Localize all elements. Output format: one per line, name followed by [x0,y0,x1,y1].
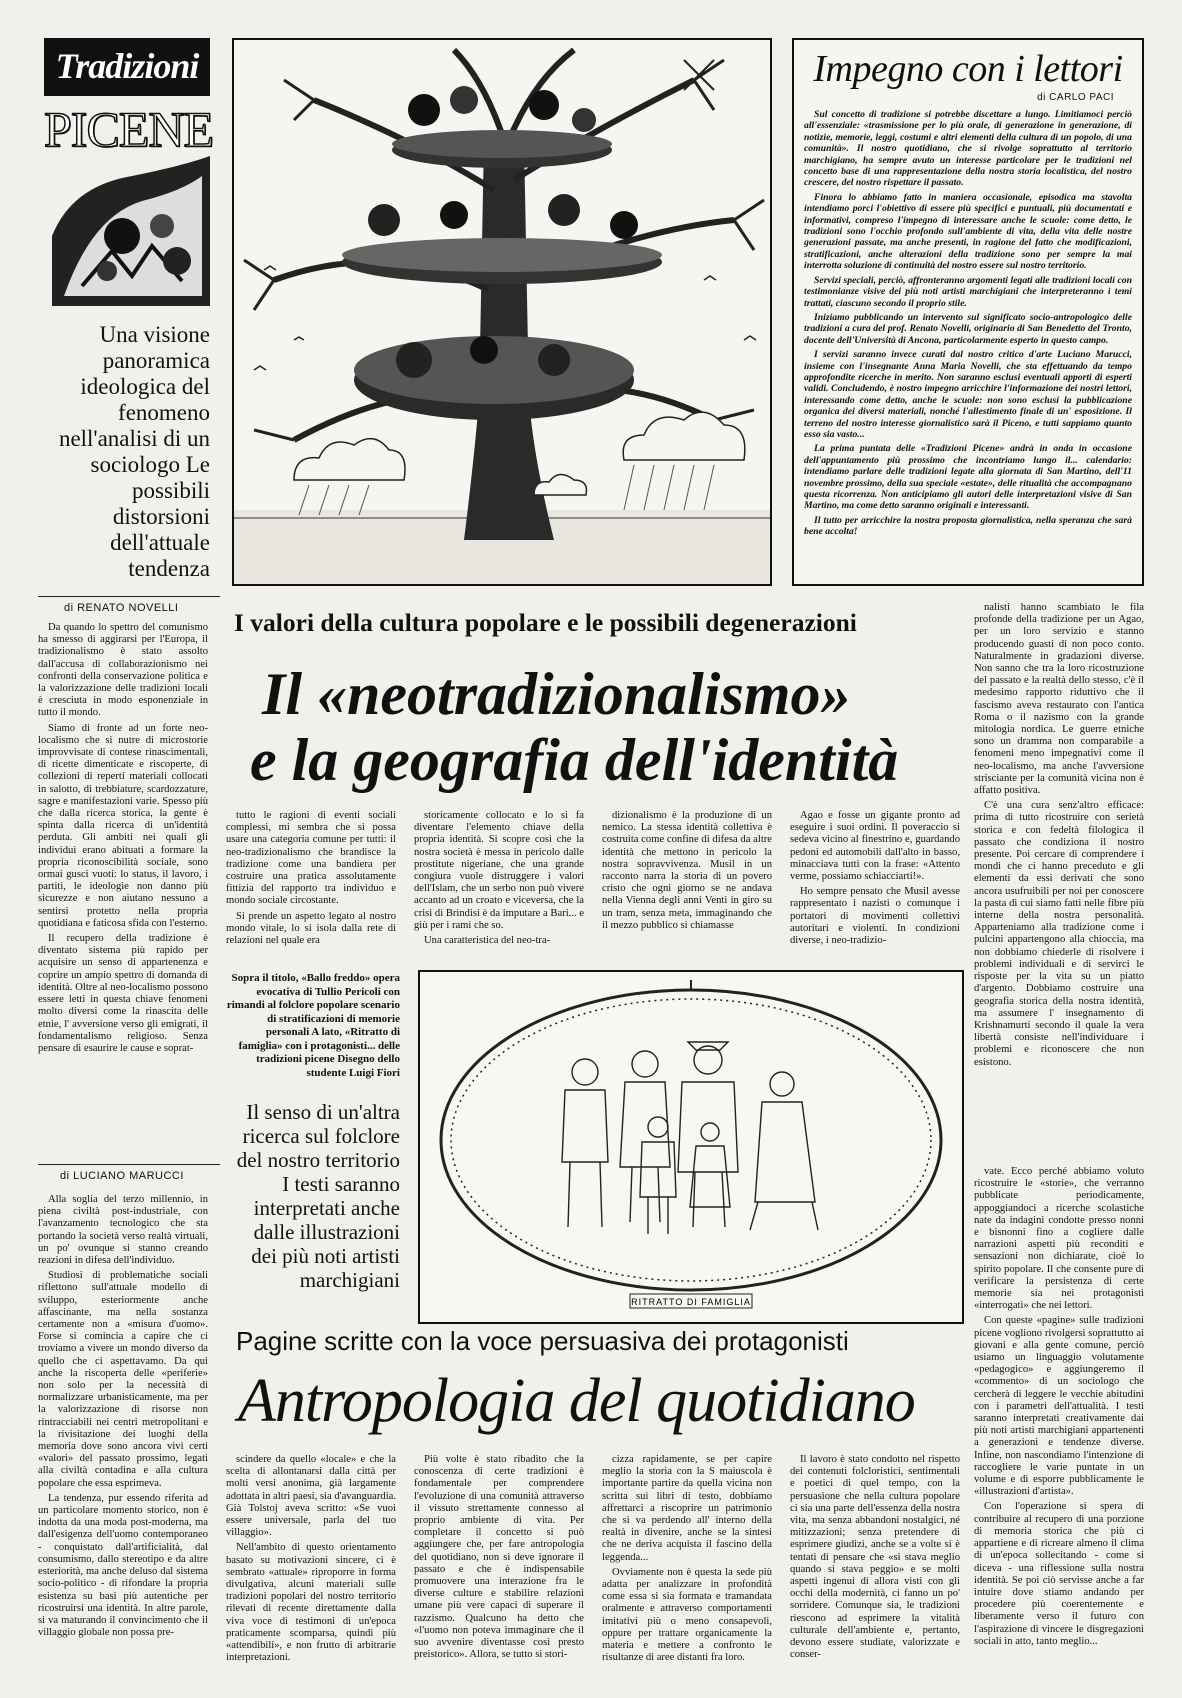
article1-col5: Agao e fosse un gigante pronto ad eseguire i suoi ordini. Il poveraccio si sedeva vicino al finestrino e, guardando pedoni ed automobili dall'alto in basso, minacciava tutti con la frase: «Attento verme, possiamo schiacciarti!». Ho sempre pensato che Musil avesse rappresentato i nazisti o comunque i portatori di movimenti collettivi autoritari e violenti. In condizioni diverse, i neo-tradizio- [790,810,960,947]
article1-col3: storicamente collocato e lo si fa diventare l'elemento chiave della propria identità. Si scopre così che la nostra società è messa in pericolo dalle prostitute nigeriane, che una grande congiura vuole distruggere i valori dell'Islam, che un serbo non può vivere accanto ad un croato e viceversa, che la crisi di Brindisi è da imputare a Bari... e giù per i rami che so. Una caratteristica del neo-tra- [414,810,584,947]
article1-byline: di RENATO NOVELLI [64,602,179,614]
photo-caption: Sopra il titolo, «Ballo freddo» opera evocativa di Tullio Pericoli con rimandi al folclore popolare scenario di stratificazioni di memorie personali A lato, «Ritratto di famiglia» con i protagonisti... delle tradizioni picene Disegno dello studente Luigi Fiori [226,972,400,1079]
family-portrait-drawing [418,970,964,1324]
article1-kicker: I valori della cultura popolare e le possibili degenerazioni [234,608,857,637]
drawing-label: RITRATTO DI FAMIGLIA [631,1297,751,1307]
article2-byline: di LUCIANO MARUCCI [60,1170,184,1182]
deck: Una visione panoramica ideologica del fenomeno nell'analisi di un sociologo Le possibili distorsioni dell'attuale tendenza [58,322,210,581]
article2-kicker: Pagine scritte con la voce persuasiva dei protagonisti [236,1326,849,1356]
article2-headline: Antropologia del quotidiano [238,1367,915,1435]
masthead-illustration [52,156,210,306]
editorial-title: Impegno con i lettori [813,48,1123,90]
editorial-byline: di CARLO PACI [1037,92,1114,103]
article2-col3: Più volte è stato ribadito che la conoscenza di certe tradizioni è fondamentale per comprendere l'evoluzione di una comunità attraverso il vissuto strettamente connesso al proprio ambiente di vita. Per completare il concetto si può aggiungere che, per fare antropologia del quotidiano, non si deve ignorare il passato e che è indispensabile promuovere una interazione fra le diverse culture e stabilire relazioni umane più vere capaci di superare il razzismo. Qualcuno ha detto che «l'uomo non poteva immaginare che il suo avvenire diventasse così presto preistorico». Allora, se tutto si stori- [414,1454,584,1661]
article2-col2: scindere da quello «locale» e che la scelta di allontanarsi dalla città per molti versi anonima, già largamente adottata in altri paesi, sia d'avanguardia. Già Tolstoj aveva scritto: «Se vuoi essere universale, parla del tuo villaggio». Nell'ambito di questo orientamento basato su motivazioni sincere, ci è sembrato «attuale» riproporre in forma divulgativa, alcuni materiali sulle tradizioni popolari del nostro territorio rilevati di recente direttamente dalla viva voce di testimoni di un'epoca praticamente scomparsa, quindi più «attendibili», e non frutto di arbitrarie interpretazioni. [226,1454,396,1664]
masthead [44,38,213,306]
editorial-box [792,38,1144,586]
article1-col2: tutto le ragioni di eventi sociali complessi, mi sembra che si possa usare una categoria comune per tutti: il neo-tradizionalismo che brandisce la tradizione come una bandiera per costruire una pratica assolutamente fittizia del rapporto tra individuo e mondo sociale circostante. Si prende un aspetto legato al nostro mondo vitale, lo si isola dalla rete di relazioni nel quale era [226,810,396,947]
article2-col5: Il lavoro è stato condotto nel rispetto dei contenuti folcloristici, sentimentali e poetici di quel tempo, con la persuasione che nella cultura popolare ci sia una parte dell'essenza della nostra vita, ma senza abbandoni nostalgici, né mitizzazioni; senza pretendere di esprimere giudizi, anche se a volte si è tentati di pensare che «si stava meglio quando si stava peggio» e se molti aspetti ingenui di allora visti con gli occhi della modernità, ci fanno un po' sorridere. Comunque sia, le tradizioni riescono ad esprimere la vitalità culturale dell'ambiente e, pertanto, devono essere studiate, valorizzate e conser- [790,1454,960,1661]
article1-headline-line1: Il «neotradizionalismo» [262,661,851,727]
article2-col6: vate. Ecco perché abbiamo voluto ricostruire le «storie», che verranno pubblicate periodicamente, appoggiandoci a ricerche scolastiche nate da indagini condotte presso nonni e bisnonni fino a cogliere dalle narrazioni aspetti più reconditi e sensazioni non dichiarate, cioè lo spirito popolare. Il che consente pure di verificare la persistenza di certe memorie sia nei protagonisti «interrogati» che nei lettori. Con queste «pagine» sulle tradizioni picene vogliono rivolgersi soprattutto ai giovani e alla gente comune, perciò usiamo un linguaggio volutamente «pedagogico» e aggiungeremo il «commento» di un sociologo che cercherà di leggere le vecchie abitudini con i parametri dell'attualità. I testi saranno interpretati creativamente dai più noti artisti marchigiani appartenenti a generazioni e tendenze diverse. Infine, non nascondiamo l'intenzione di raccogliere le varie puntate in un volume e di esporre pubblicamente le «illustrazioni d'artista». Con l'operazione si spera di contribuire al recupero di una porzione di memoria storica che più ci appartiene e di ricreare almeno il clima di un'epoca sollecitando - come si diceva - una riflessione sulla nostra identità. Se poi ciò servisse anche a far intuire dove stiamo andando per procedere più coerentemente e liberamente verso il futuro con l'aspirazione di vincere le disgregazioni sociali in atto, tanto meglio... [974,1166,1144,1647]
deck2: Il senso di un'altra ricerca sul folclore del nostro territorio I testi saranno interpretati anche dalle illustrazioni dei più noti artisti marchigiani [236,1100,400,1292]
article1-col1: Da quando lo spettro del comunismo ha smesso di aggirarsi per l'Europa, il tradizionalismo è stato assolto dall'accusa di collaborazionismo nei confronti della conservazione politica e la valorizzazione delle tradizioni locali è cresciuta in modo esponenziale in tutto il mondo. Siamo di fronte ad un forte neo-localismo che si nutre di microstorie improvvisate di contese rinascimentali, di ricette dimenticate e riscoperte, di collezioni di reperti materiali collocati in salotto, di trebbiature, scardozzature, sagre e manifestazioni varie. Spesso più che dalla ricerca storica, la gente è spinta dalla ricerca di un'identità perduta. Gli ambiti nei quali gli individui erano abituati a formare la propria riconoscibilità sociale, sono ormai gusci vuoti: lo status, il lavoro, i partiti, le ideologie non danno più sicurezze e non aiutano nessuno a sentirsi protetto nella propria quotidiana e faticosa sfida con l'esterno. Il recupero della tradizione è diventato sistema più rapido per acquisire un senso di appartenenza e coprire un ampio spettro di domanda di identità. Oltre al neo-localismo possono essere letti in questa chiave fenomeni molto diversi come la rinascita delle etnie, l' avversione verso gli emigrati, il fondamentalismo religioso. Senza pensare di esaurire le cause e soprat- [38,622,208,1054]
masthead-top: Tradizioni [44,38,210,96]
ballo-freddo-illustration [232,38,772,586]
article1-headline-line2: e la geografia dell'identità [250,727,899,793]
article2-col1: Alla soglia del terzo millennio, in piena civiltà post-industriale, con l'avanzamento tecnologico che sta portando la società verso realtà virtuali, un po' ovunque si stanno creando reazioni in difesa dell'individuo. Studiosi di problematiche sociali riflettono sull'attuale modello di sviluppo, esteriormente anche affascinante, ma nella sostanza certamente non a «misura d'uomo». Forse si comincia a capire che ci troviamo a vivere un mondo diverso da quello che ci aspettavamo. Da qui anche la riscoperta delle «periferie» non solo per la necessità di normalizzare urbanisticamente, ma per la valorizzazione di risorse non rintracciabili nei centri metropolitani e la rivisitazione dei luoghi della memoria dove sono ancora vivi certi «valori» del passato prossimo, legati alla civiltà contadina e alla cultura popolare che essa esprimeva. La tendenza, pur essendo riferita ad un particolare momento storico, non è indotta da una moda post-moderna, ma dall'esigenza dell'uomo contemporaneo - conquistato dall'artificialità, dal consumismo, dallo stereotipo e da altre esteriorità, ma anche deluso dal sistema socio-politico - di rifondare la propria esistenza su basi più autentiche per ricostruirsi una identità. In altre parole, si va maturando il convincimento che il villaggio globale non possa pre- [38,1194,208,1639]
editorial-text: Sul concetto di tradizione si potrebbe discettare a lungo. Limitiamoci perciò all'essenziale: «trasmissione per lo più orale, di generazione in generazione, di notizie, memorie, leggi, costumi e altri elementi della cultura di un popolo, di una comunità». Il nostro quotidiano, che si rivolge soprattutto al territorio marchigiano, ha sempre avuto un interesse particolare per le tradizioni nel concetto base di una rappresentazione della nostra storia localistica, del nostro crescere, del nostro rispettare il passato. Finora lo abbiamo fatto in maniera occasionale, episodica ma stavolta intendiamo porci l'obiettivo di essere più specifici e puntuali, più documentati e informativi, compreso l'impegno di interessare anche le scuole: come detto, le tradizioni sono l'occhio profondo sull'ambiente di vita, della vita delle nostre generazioni passate, ma anche presenti, in ragione del fatto che modificazioni, stratificazioni, anche alterazioni della tradizione sono per sempre la mai interrotta soluzione di continuità del nostro essere sul nostro territorio. Servizi speciali, perciò, affronteranno argomenti legati alle tradizioni locali con testimonianze visive dei più noti artisti marchigiani che interpreteranno i temi trattati, ciascuno secondo il proprio stile. Iniziamo pubblicando un intervento sul significato socio-antropologico delle tradizioni a cura del prof. Renato Novelli, originario di San Benedetto del Tronto, docente dell'Università di Ancona, particolarmente esperto in questo campo. I servizi saranno invece curati dal nostro critico d'arte Luciano Marucci, insieme con l'insegnante Anna Maria Novelli, che sta effettuando da tempo approfondite ricerche in merito. Non saranno esclusi eventuali apporti di esperti validi. Concludendo, è nostro impegno arricchire l'informazione dei nostri lettori, interessando come detto, anche le scuole: non sono esclusi la pubblicazione organica dei diversi materiali, nonché l'allestimento finale di un' esposizione. Il terreno del nostro interesse giornalistico sarà il Piceno, e tutti sappiamo quanto esso sia vasto... La prima puntata delle «Tradizioni Picene» andrà in onda in occasione dell'appuntamento più prossimo che incontriamo lungo il... calendario: intendiamo parlare delle tradizioni legate alla giornata di San Martino, dell'11 novembre prossimo, della sua speciale «estate», delle ritualità che accompagnano questa ricorrenza. Non anticipiamo gli autori delle interpretazioni visive di San Martino, ma come detto saranno originali e interessanti. Il tutto per arricchire la nostra proposta giornalistica, nella speranza che sarà bene accolta! [804,109,1132,538]
masthead-bottom: PICENE [44,101,213,157]
article1-col4: dizionalismo è la produzione di un nemico. La stessa identità collettiva è costruita come confine di difesa da altre identità che mettono in pericolo la nostra sopravvivenza. Musil in un racconto narra la storia di un povero cristo che ogni giorno se ne andava nella Vienna degli anni Venti in giro su un tram, senza meta, immaginando che il mezzo pubblico si chiamasse [602,810,772,931]
article2-col4: cizza rapidamente, se per capire meglio la storia con la S maiuscola è importante partire da quella vicina non scritta sui libri di testo, dobbiamo affrettarci a riscoprire un patrimonio che si va perdendo all' interno della realtà in divenire, anche se la sintesi che ne deriva acquista il fascino della leggenda... Ovviamente non è questa la sede più adatta per analizzare in profondità come essa si sia formata e tramandata oralmente e attraverso comportamenti imitativi più o meno consapevoli, oppure per trattare organicamente la materia e mettere a confronto le risultanze di aree distanti fra loro. [602,1454,772,1664]
article1-col6: nalisti hanno scambiato le fila profonde della tradizione per un Agao, per un loro servizio e stanno producendo guasti di non poco conto. Naturalmente in gradazioni diverse. Non sanno che tra la loro ricostruzione del passato e la realtà dello stesso, c'è il medesimo rapporto riduttivo che il fascismo aveva restaurato con l'antica Roma o il nazismo con la grande mitologia nordica. Le guerre etniche sono un dramma non comparabile a fenomeni meno impegnativi come il neo-localismo, ma anche l'avversione strisciante per la comunità vicina non è affatto positiva. C'è una cura senz'altro efficace: prima di tutto ricostruire con serietà storica e con fedeltà filologica il passato che condiziona il nostro presente. Poi cercare di comprendere i mondi che ci hanno preceduto e gli elementi da essi derivati che sono ancora usufruibili per noi per conoscere la pasta di cui siamo fatti nelle fibre più interne della nostra personalità. Apparteniamo alla tradizione come i pulcini appartengono alla chioccia, ma non dobbiamo chiederle di risolvere i problemi individuali e di servirci le risposte per la vita su un piatto d'argento. Dobbiamo costruire una geografia storica della nostra identità, ma assumere l' insegnamento di Krishnamurti secondo il quale la vera libertà consiste nell'individuare i problemi e riconoscere che non esistono. [974,602,1144,1068]
